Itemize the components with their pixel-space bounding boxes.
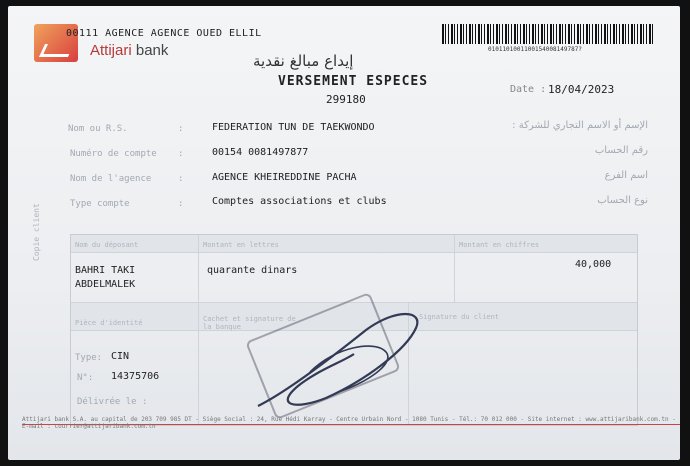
amount-words-cell [199, 253, 455, 303]
barcode-number: 0101101001100154008149787? [488, 46, 582, 53]
amount-words-header-cell [199, 235, 455, 253]
date-value: 18/04/2023 [548, 83, 615, 96]
id-type-label: Type: [75, 353, 103, 363]
document-title: VERSEMENT ESPECES [278, 74, 429, 89]
field-label-agency: Nom de l'agence [70, 174, 152, 184]
field-colon: : [178, 174, 184, 184]
amount-words: quarante dinars [207, 265, 298, 276]
depositor-name-2: ABDELMALEK [75, 279, 136, 290]
field-arabic-agency: اسم الفرع [604, 170, 648, 181]
signature-icon [246, 302, 430, 416]
amount-figures-header: Montant en chiffres [459, 241, 540, 249]
field-colon: : [178, 149, 184, 159]
field-arabic-account: رقم الحساب [594, 145, 648, 156]
client-signature-header-cell [409, 303, 637, 331]
bank-name [90, 42, 168, 59]
field-colon: : [178, 124, 184, 134]
reference-number: 299180 [326, 93, 366, 106]
amount-figures: 40,000 [575, 259, 612, 270]
depositor-header: Nom du déposant [75, 241, 139, 249]
id-cell [71, 331, 199, 425]
bank-name-suffix: bank [135, 42, 169, 59]
field-value-type: Comptes associations et clubs [212, 196, 387, 207]
client-signature-label: Signature du client [419, 313, 500, 321]
client-signature-cell [409, 331, 637, 425]
id-type: CIN [111, 351, 130, 362]
field-label-type: Type compte [70, 199, 130, 209]
field-value-account: 00154 0081497877 [212, 147, 309, 158]
amount-figures-header-cell [455, 235, 637, 253]
barcode [442, 24, 654, 44]
id-number-label: N°: [77, 373, 94, 383]
footer-text: Attijari bank S.A. au capital de 203 709 985 DT - Siège Social : 24, Rue Hédi Karray - Centre Urbain Nord - 1080 Tunis - Tél.: 70 012 000 - Site internet : www.attijaribank.com.tn - E-mail : courrier@attijaribank.com.tn [22, 416, 676, 430]
field-arabic-name: الإسم أو الاسم التجاري للشركة : [512, 120, 648, 131]
depositor-header-cell [71, 235, 199, 253]
depositor-cell [71, 253, 199, 303]
field-arabic-type: نوع الحساب [597, 195, 648, 206]
side-note: Copie client [32, 203, 41, 261]
field-colon: : [178, 199, 184, 209]
field-value-name: FEDERATION TUN DE TAEKWONDO [212, 122, 375, 133]
arabic-title: إيداع مبالغ نقدية [253, 52, 354, 70]
amount-words-header: Montant en lettres [203, 241, 279, 249]
amount-figures-cell [455, 253, 637, 303]
field-value-agency: AGENCE KHEIREDDINE PACHA [212, 172, 357, 183]
id-piece-label: Pièce d'identité [75, 319, 143, 327]
deposit-slip [8, 6, 680, 460]
depositor-name: BAHRI TAKI [75, 265, 136, 276]
agency-print: 00111 AGENCE AGENCE OUED ELLIL [66, 28, 262, 39]
id-number: 14375706 [111, 371, 160, 382]
field-label-name: Nom ou R.S. [68, 124, 128, 134]
field-label-account: Numéro de compte [70, 149, 157, 159]
bank-stamp-label: Cachet et signature de la banque [203, 315, 296, 331]
id-piece-header-cell [71, 303, 199, 331]
bank-name-main: Attijari [90, 42, 132, 59]
date-label: Date : [510, 84, 547, 95]
issued-label: Délivrée le : [77, 397, 148, 407]
